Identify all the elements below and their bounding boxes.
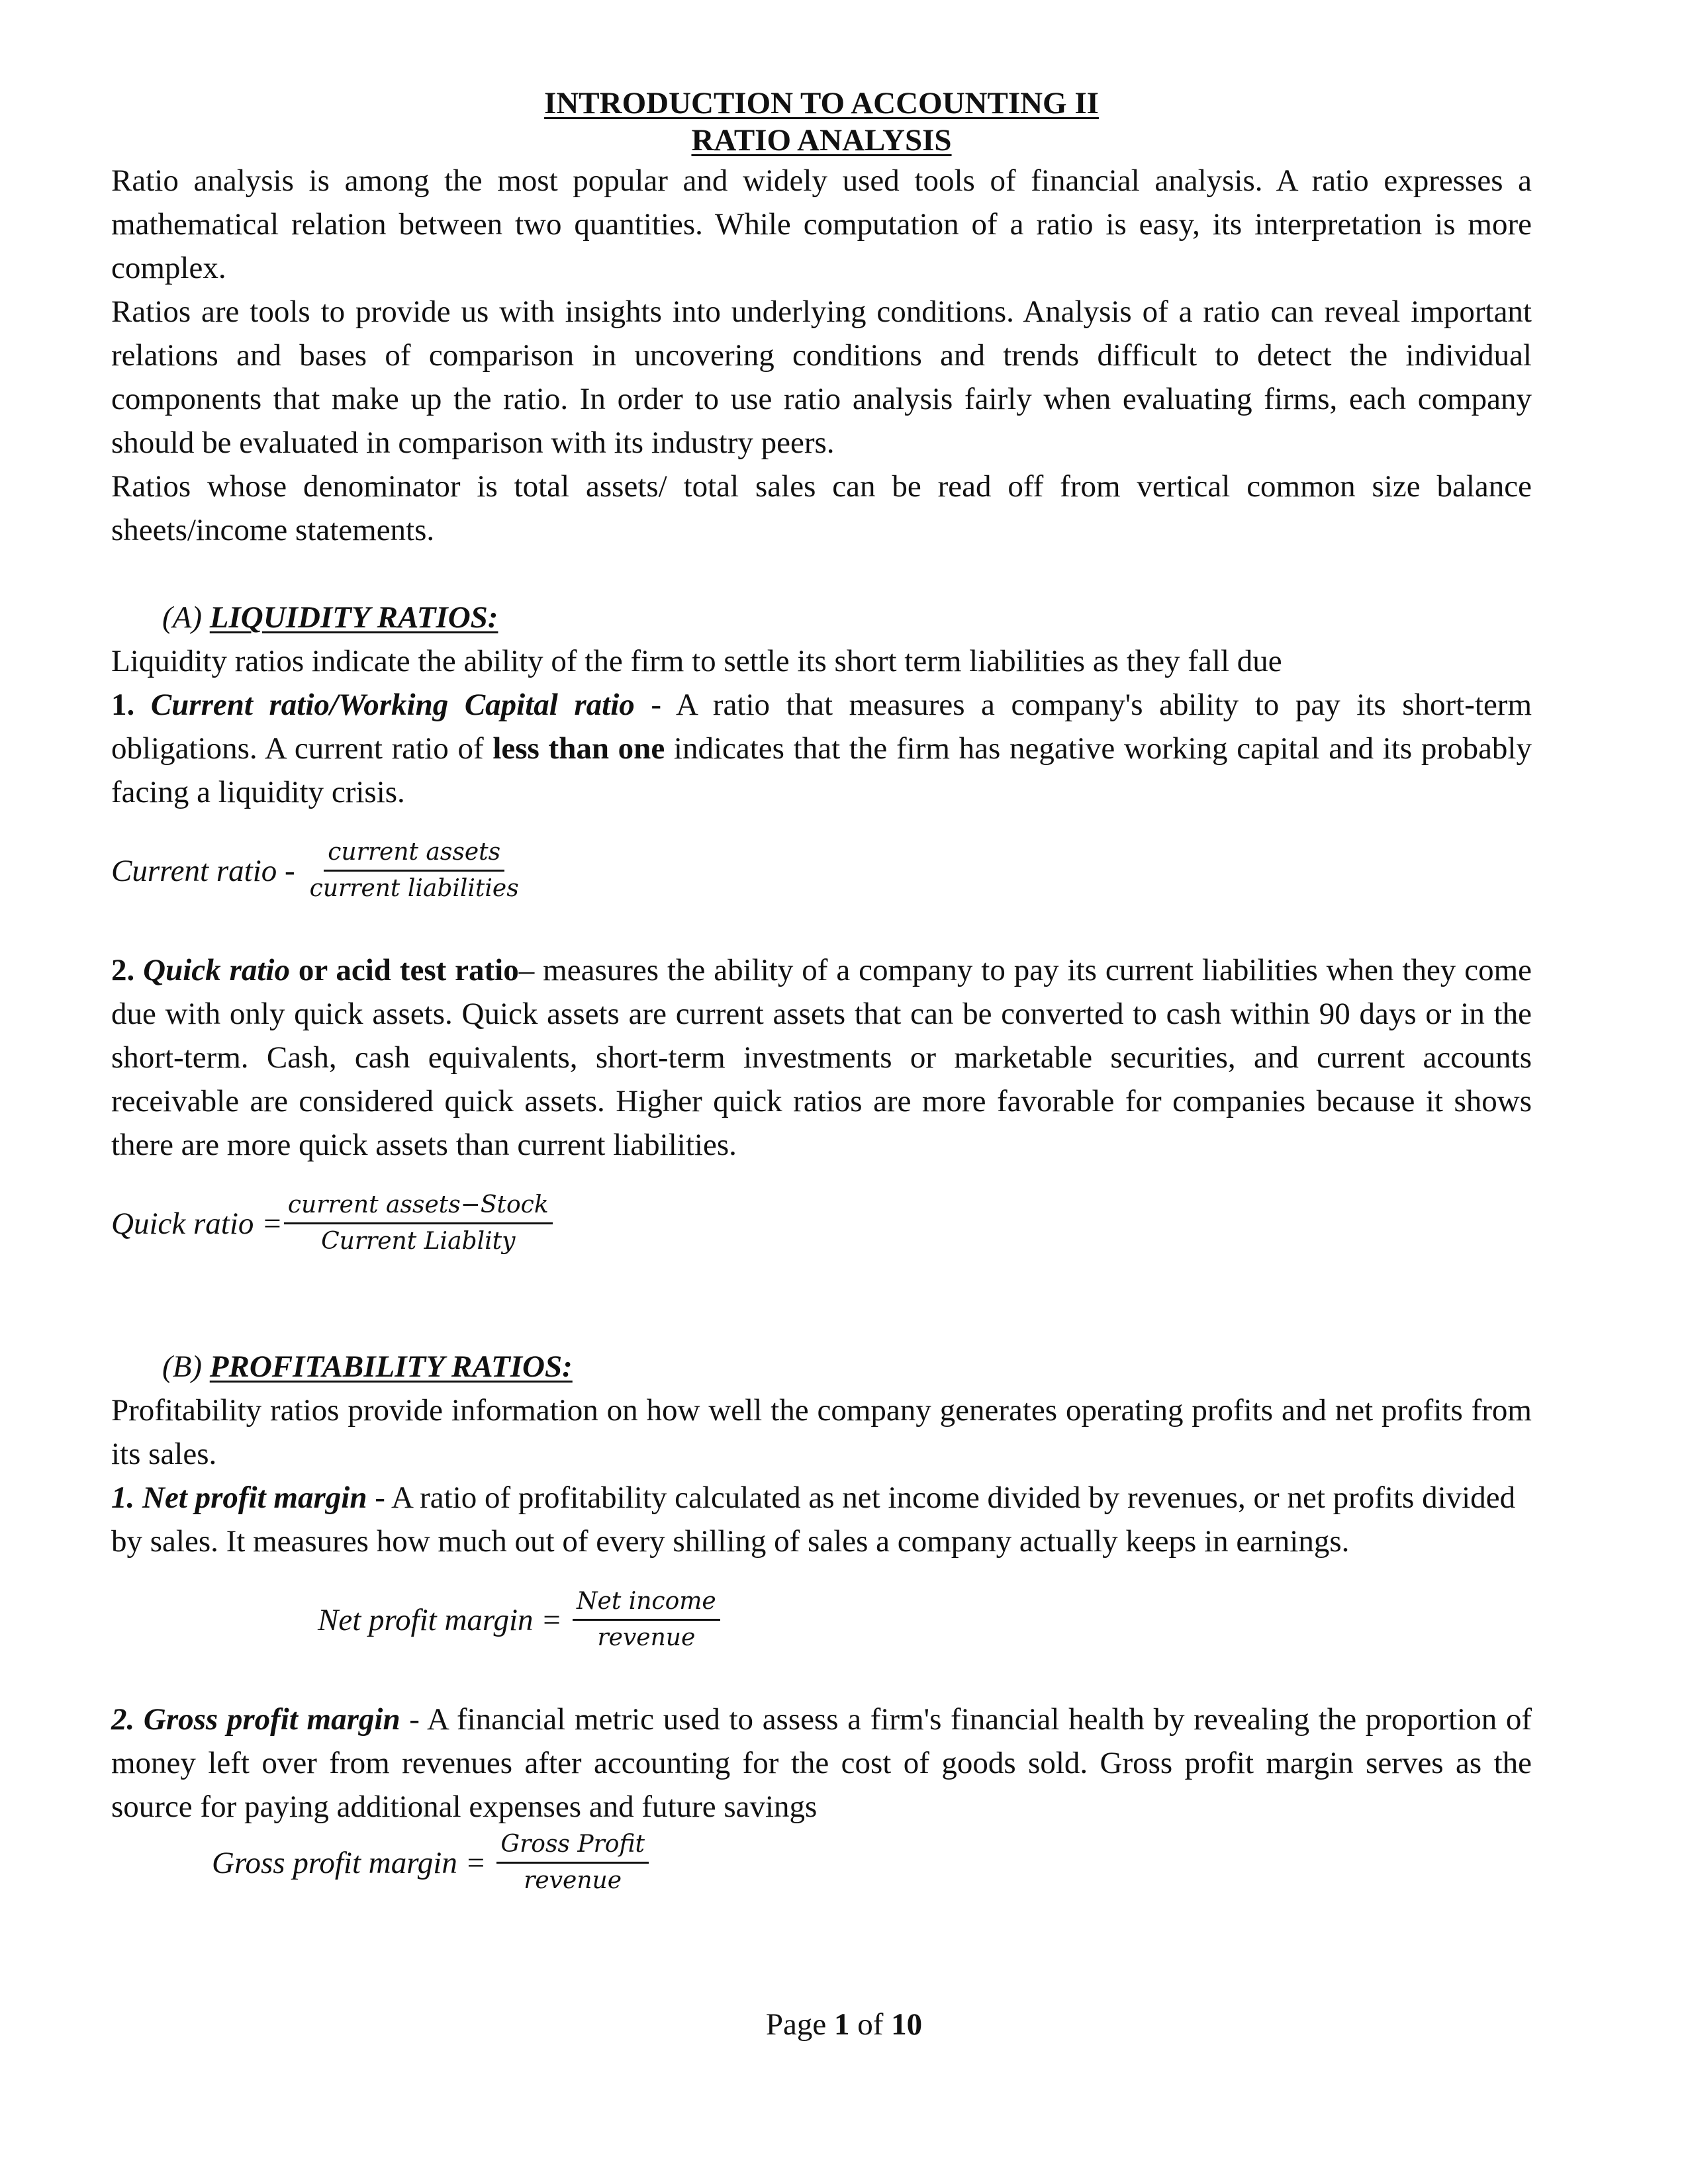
liquidity-heading: (A) LIQUIDITY RATIOS:	[162, 600, 498, 635]
current-ratio-paragraph: 1. Current ratio/Working Capital ratio - A ratio that measures a company's ability to pay its short-term obligations. A current ratio of less than one indicates that the firm has negative working capital and its probably facing a liquidity crisis.	[111, 688, 1532, 809]
current-ratio-formula: Current ratio - $\frac{\text{current assets}}{\text{current liabilities}}$	[111, 837, 1532, 905]
document-page	[111, 85, 1532, 1897]
net-profit-paragraph: 1. Net profit margin - A ratio of profitability calculated as net income divided by revenues, or net profits divided by sales. It measures how much out of every shilling of sales a company actually keeps in earnings.	[111, 1480, 1516, 1559]
page-number: 1	[833, 2007, 850, 2042]
page-footer: Page 1 of 10	[765, 2007, 923, 2042]
document-subtitle: RATIO ANALYSIS	[691, 123, 952, 158]
gross-profit-formula: Gross profit margin = $\frac{\text{Gross Profit}}{\text{revenue}}$	[212, 1829, 1532, 1897]
quick-ratio-formula: Quick ratio = $\frac{\text{current assets−Stock}}{\text{Current Liablity}}$	[111, 1189, 1532, 1257]
fraction: $\frac{\text{current assets}}{\text{current liabilities}}$	[306, 837, 523, 905]
fraction: $\frac{\text{current assets−Stock}}{\text{Current Liablity}}$	[284, 1189, 553, 1257]
intro-paragraph: Ratio analysis is among the most popular and widely used tools of financial analysis. A ratio expresses a mathematical relation between two quantities. While computation of a ratio is easy, its interpretation is more complex.	[111, 163, 1532, 285]
profitability-description: Profitability ratios provide information on how well the company generates operating profits and net profits from its sales.	[111, 1393, 1532, 1471]
fraction: $\frac{\text{Net income}}{\text{revenue}}$	[573, 1586, 720, 1654]
quick-ratio-paragraph: 2. Quick ratio or acid test ratio– measures the ability of a company to pay its current liabilities when they come due with only quick assets. Quick assets are current assets that can be converted to cash within 90 days or in the short-term. Cash, cash equivalents, short-term investments or marketable securities, and current accounts receivable are considered quick assets. Higher quick ratios are more favorable for companies because it shows there are more quick assets than current liabilities.	[111, 953, 1532, 1162]
page-total: 10	[891, 2007, 923, 2042]
intro-paragraph: Ratios are tools to provide us with insights into underlying conditions. Analysis of a ratio can reveal important relations and bases of comparison in uncovering conditions and trends difficult to detect the individual components that make up the ratio. In order to use ratio analysis fairly when evaluating firms, each company should be evaluated in comparison with its industry peers.	[111, 295, 1532, 460]
gross-profit-paragraph: 2. Gross profit margin - A financial metric used to assess a firm's financial health by revealing the proportion of money left over from revenues after accounting for the cost of goods sold. Gross profit margin serves as the source for paying additional expenses and future savings	[111, 1702, 1532, 1824]
liquidity-description: Liquidity ratios indicate the ability of the firm to settle its short term liabilities as they fall due	[111, 644, 1282, 678]
profitability-heading: (B) PROFITABILITY RATIOS:	[162, 1349, 573, 1384]
net-profit-formula: Net profit margin = $\frac{\text{Net income}}{\text{revenue}}$	[318, 1586, 1532, 1654]
document-title: INTRODUCTION TO ACCOUNTING II	[544, 86, 1099, 120]
intro-paragraph: Ratios whose denominator is total assets/ total sales can be read off from vertical common size balance sheets/income statements.	[111, 469, 1532, 547]
fraction: $\frac{\text{Gross Profit}}{\text{revenue}}$	[496, 1829, 649, 1897]
